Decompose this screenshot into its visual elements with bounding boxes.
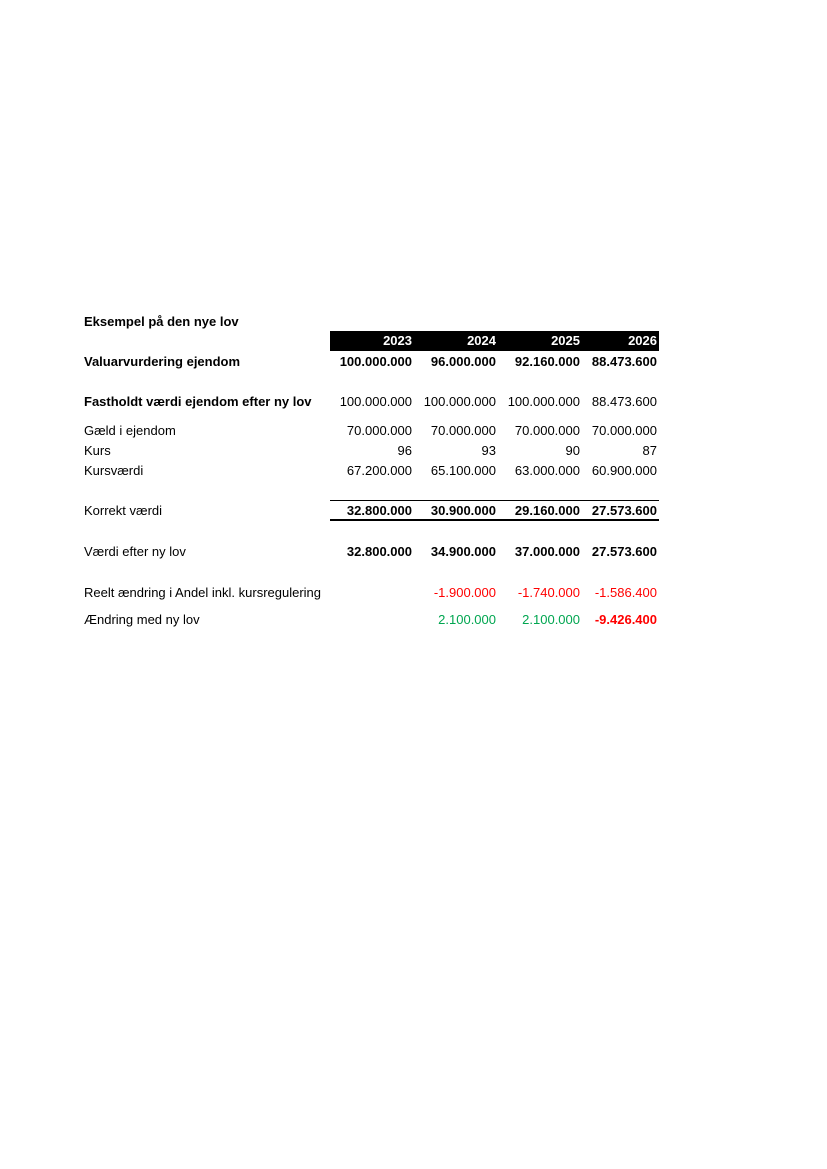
value-cell: 88.473.600 (591, 394, 657, 409)
value-cell: 100.000.000 (507, 394, 580, 409)
value-cell: 30.900.000 (430, 503, 496, 518)
value-cell: 92.160.000 (514, 354, 580, 369)
value-cell: 70.000.000 (591, 423, 657, 438)
positive-value-cell: 2.100.000 (522, 612, 580, 627)
year-header-cell: 2026 (628, 333, 657, 348)
value-cell: 37.000.000 (514, 544, 580, 559)
row-efter-ny-lov (84, 543, 659, 561)
row-label: Reelt ændring i Andel inkl. kursregulering (84, 585, 322, 600)
value-cell: 60.900.000 (591, 463, 657, 478)
year-header-row (330, 331, 659, 351)
value-cell: 88.473.600 (591, 354, 657, 369)
row-label: Valuarvurdering ejendom (84, 354, 241, 369)
value-cell: 87 (642, 443, 657, 458)
row-valuarvurdering (84, 353, 659, 371)
value-cell: 96.000.000 (430, 354, 496, 369)
year-header-cell: 2025 (551, 333, 580, 348)
row-label: Kursværdi (84, 463, 144, 478)
row-aendring-ny-lov (84, 611, 659, 629)
positive-value-cell: 2.100.000 (438, 612, 496, 627)
row-label: Fastholdt værdi ejendom efter ny lov (84, 394, 312, 409)
value-cell: 70.000.000 (514, 423, 580, 438)
row-kurs (84, 442, 659, 460)
value-cell: 65.100.000 (430, 463, 496, 478)
value-cell: 93 (481, 443, 496, 458)
value-cell: 70.000.000 (430, 423, 496, 438)
year-header-cell: 2023 (383, 333, 412, 348)
value-cell: 27.573.600 (591, 544, 657, 559)
value-cell: 32.800.000 (346, 503, 412, 518)
row-label: Gæld i ejendom (84, 423, 176, 438)
year-header-cell: 2024 (467, 333, 496, 348)
row-korrekt (84, 502, 659, 520)
row-kursvaerdi (84, 462, 659, 480)
value-cell: 34.900.000 (430, 544, 496, 559)
value-cell: 96 (397, 443, 412, 458)
row-fastholdt (84, 393, 659, 411)
title-row (84, 313, 659, 331)
row-reelt-aendring (84, 584, 659, 602)
row-label: Ændring med ny lov (84, 612, 200, 627)
row-label: Værdi efter ny lov (84, 544, 186, 559)
row-label: Korrekt værdi (84, 503, 163, 518)
value-cell: 29.160.000 (514, 503, 580, 518)
row-gaeld (84, 422, 659, 440)
negative-value-cell: -9.426.400 (594, 612, 657, 627)
sum-top-border (330, 500, 659, 501)
value-cell: 90 (565, 443, 580, 458)
value-cell: 70.000.000 (346, 423, 412, 438)
table-title: Eksempel på den nye lov (84, 314, 239, 329)
row-label: Kurs (84, 443, 111, 458)
negative-value-cell: -1.740.000 (517, 585, 580, 600)
value-cell: 63.000.000 (514, 463, 580, 478)
negative-value-cell: -1.900.000 (433, 585, 496, 600)
sum-bottom-border (330, 519, 659, 521)
value-cell: 100.000.000 (339, 354, 412, 369)
value-cell: 100.000.000 (339, 394, 412, 409)
value-cell: 27.573.600 (591, 503, 657, 518)
value-cell: 100.000.000 (423, 394, 496, 409)
negative-value-cell: -1.586.400 (594, 585, 657, 600)
value-cell: 67.200.000 (346, 463, 412, 478)
value-cell: 32.800.000 (346, 544, 412, 559)
